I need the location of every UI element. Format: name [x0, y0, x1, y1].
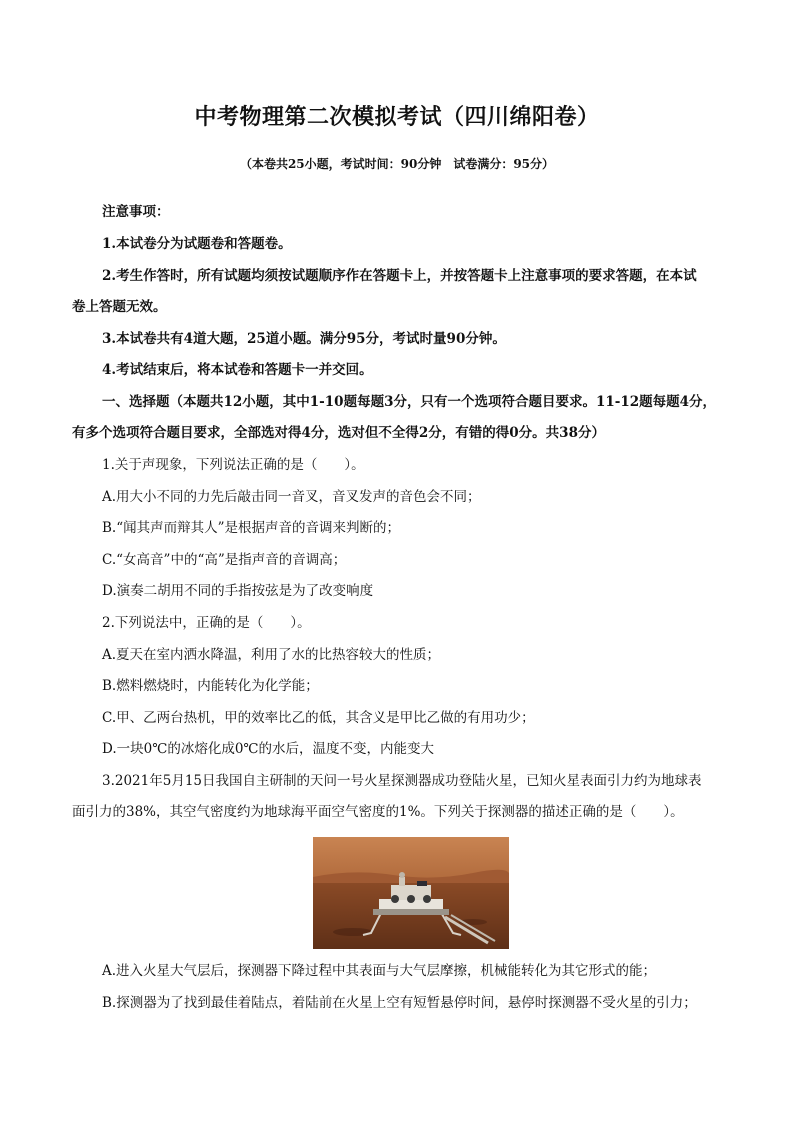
question-1-option-c: C.“女高音”中的“高”是指声音的音调高； [102, 552, 347, 568]
notes-item-3: 3.本试卷共有4道大题，25道小题。满分95分，考试时量90分钟。 [102, 331, 506, 347]
question-3-option-a: A.进入火星大气层后，探测器下降过程中其表面与大气层摩擦，机械能转化为其它形式的能； [102, 963, 657, 979]
question-2-stem: 2.下列说法中，正确的是（ ）。 [102, 615, 311, 631]
notes-item-2-cont: 卷上答题无效。 [72, 299, 167, 315]
section-1-heading: 一、选择题（本题共12小题，其中1-10题每题3分，只有一个选项符合题目要求。11-12题每题4分， [102, 394, 717, 410]
question-1-stem: 1.关于声现象，下列说法正确的是（ ）。 [102, 457, 365, 473]
question-3-stem-cont: 面引力的38%，其空气密度约为地球海平面空气密度的1%。下列关于探测器的描述正确的是（ ）。 [72, 804, 684, 820]
question-2-option-a: A.夏天在室内洒水降温，利用了水的比热容较大的性质； [102, 647, 441, 663]
notes-item-1: 1.本试卷分为试题卷和答题卷。 [102, 236, 292, 252]
notes-item-4: 4.考试结束后，将本试卷和答题卡一并交回。 [102, 362, 373, 378]
question-3-stem: 3.2021年5月15日我国自主研制的天问一号火星探测器成功登陆火星，已知火星表面引力约为地球表 [102, 773, 702, 789]
page-title: 中考物理第二次模拟考试（四川绵阳卷） [194, 105, 600, 130]
question-1-option-d: D.演奏二胡用不同的手指按弦是为了改变响度 [102, 583, 374, 599]
section-1-heading-cont: 有多个选项符合题目要求，全部选对得4分，选对但不全得2分，有错的得0分。共38分） [72, 425, 605, 441]
question-2-option-b: B.燃料燃烧时，内能转化为化学能； [102, 678, 319, 694]
question-1-option-a: A.用大小不同的力先后敲击同一音叉，音叉发声的音色会不同； [102, 489, 481, 505]
exam-info-subtitle: （本卷共25小题，考试时间：90分钟 试卷满分：95分） [239, 157, 555, 171]
notes-item-2: 2.考生作答时，所有试题均须按试题顺序作在答题卡上，并按答题卡上注意事项的要求答题，在本试 [102, 268, 697, 284]
question-1-option-b: B.“闻其声而辩其人”是根据声音的音调来判断的； [102, 520, 401, 536]
question-2-option-c: C.甲、乙两台热机，甲的效率比乙的低，其含义是甲比乙做的有用功少； [102, 710, 535, 726]
notes-heading: 注意事项： [102, 204, 170, 220]
question-3-option-b: B.探测器为了找到最佳着陆点，着陆前在火星上空有短暂悬停时间，悬停时探测器不受火星的引力； [102, 995, 697, 1011]
question-2-option-d: D.一块0℃的冰熔化成0℃的水后，温度不变，内能变大 [102, 741, 435, 757]
mars-rover-photo [313, 837, 509, 949]
